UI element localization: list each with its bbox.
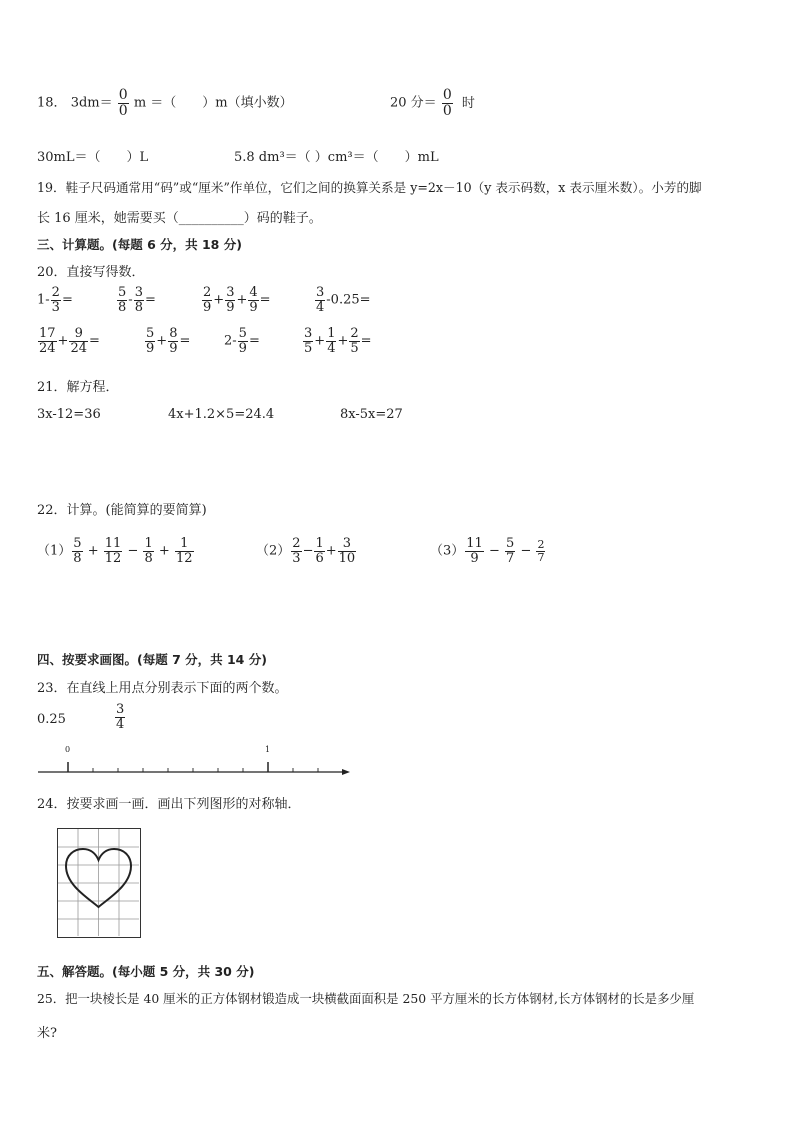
q18-a-mid: m ＝（ xyxy=(133,95,177,111)
operator: + xyxy=(236,292,248,308)
q18-b-suffix: 时 xyxy=(461,95,475,111)
q20-r2-e1 xyxy=(37,327,100,355)
q23-title: 23．在直线上用点分别表示下面的两个数。 xyxy=(37,681,288,696)
q20-r1-e3 xyxy=(201,286,271,314)
numerator: 11 xyxy=(466,536,483,551)
q20-r2-e4 xyxy=(302,327,372,355)
operator: + xyxy=(325,543,337,559)
numerator: 8 xyxy=(169,326,178,341)
equals: = xyxy=(259,292,271,308)
numerator: 0 xyxy=(118,87,128,103)
number-line xyxy=(36,755,356,777)
heart-grid-figure xyxy=(57,828,141,938)
fraction xyxy=(505,537,515,565)
equals: = xyxy=(248,333,260,349)
denominator: 9 xyxy=(238,340,247,356)
problem-label: （3） xyxy=(430,543,465,559)
tick-label-1: 1 xyxy=(265,745,271,754)
numerator: 11 xyxy=(104,536,122,551)
numerator: 4 xyxy=(249,285,258,300)
numerator: 2 xyxy=(51,285,60,300)
numerator: 1 xyxy=(315,536,324,551)
operator: − xyxy=(127,543,139,559)
equals: = xyxy=(179,333,191,349)
denominator: 8 xyxy=(118,299,127,315)
operator: − xyxy=(520,543,532,559)
q19-line1: 19．鞋子尺码通常用“码”或“厘米”作单位，它们之间的换算关系是 y=2x－10（y 表示码数，x 表示厘米数）。小芳的脚 xyxy=(37,180,702,195)
q21-title: 21．解方程． xyxy=(37,380,119,395)
operator: - xyxy=(128,292,133,308)
expr-prefix: 1- xyxy=(37,292,50,308)
q20-title: 20．直接写得数． xyxy=(37,265,145,280)
section4-heading: 四、按要求画图。(每题 7 分，共 14 分) xyxy=(37,652,267,667)
numerator: 2 xyxy=(203,285,212,300)
denominator: 8 xyxy=(73,550,82,566)
denominator: 9 xyxy=(470,550,479,566)
denominator: 9 xyxy=(203,299,212,315)
q22-p1 xyxy=(37,537,195,565)
fraction xyxy=(248,286,258,314)
fraction xyxy=(303,327,313,355)
denominator: 3 xyxy=(292,550,301,566)
denominator: 6 xyxy=(315,550,324,566)
operator: + xyxy=(87,543,99,559)
denominator: 5 xyxy=(350,340,359,356)
fraction xyxy=(145,327,155,355)
q20-r1-e1 xyxy=(37,286,73,314)
q21-eq3: 8x-5x=27 xyxy=(340,407,403,422)
numerator: 5 xyxy=(118,285,127,300)
section3-heading: 三、计算题。(每题 6 分，共 18 分) xyxy=(37,237,242,252)
fraction xyxy=(238,327,248,355)
q20-r2-e2 xyxy=(144,327,190,355)
q18-a-prefix: 3dm＝ xyxy=(70,95,113,111)
heart-grid-drawing xyxy=(58,829,139,936)
numerator: 5 xyxy=(506,536,515,551)
denominator: 9 xyxy=(146,340,155,356)
problem-label: （1） xyxy=(37,543,72,559)
fraction xyxy=(202,286,212,314)
numerator: 1 xyxy=(144,536,153,551)
denominator: 8 xyxy=(144,550,153,566)
q23-number-decimal: 0.25 xyxy=(37,712,66,727)
denominator: 4 xyxy=(327,340,336,356)
q18-line1-left xyxy=(37,88,293,118)
q18-line2-left: 30mL＝（ ）L xyxy=(37,150,149,165)
denominator: 9 xyxy=(226,299,235,315)
q24-title: 24．按要求画一画．画出下列图形的对称轴． xyxy=(37,797,301,812)
q25-line2: 米? xyxy=(37,1026,57,1041)
operator: + xyxy=(156,333,168,349)
q22-p3 xyxy=(430,537,546,565)
numerator: 1 xyxy=(175,537,194,552)
fraction xyxy=(134,286,144,314)
tick-label-0: 0 xyxy=(65,745,71,754)
numerator: 3 xyxy=(304,326,313,341)
fraction xyxy=(69,327,88,355)
operator: − xyxy=(302,543,314,559)
denominator: 24 xyxy=(70,340,87,356)
numerator: 5 xyxy=(238,326,247,341)
q18-number: 18． xyxy=(37,95,67,111)
equals: = xyxy=(360,333,372,349)
operator: − xyxy=(488,543,500,559)
expr-suffix: -0.25= xyxy=(326,292,371,308)
q21-eq2: 4x+1.2×5=24.4 xyxy=(168,407,275,422)
numerator: 2 xyxy=(292,536,301,551)
fraction xyxy=(326,327,336,355)
denominator: 3 xyxy=(51,299,60,315)
operator: + xyxy=(57,333,69,349)
operator: + xyxy=(314,333,326,349)
fraction xyxy=(338,537,357,565)
numerator: 2 xyxy=(537,538,545,552)
denominator: 12 xyxy=(104,550,122,566)
numerator: 2 xyxy=(350,326,359,341)
numerator: 5 xyxy=(146,326,155,341)
fraction xyxy=(536,539,545,563)
operator: + xyxy=(337,333,349,349)
fraction xyxy=(104,537,123,565)
numerator: 1 xyxy=(327,326,336,341)
fraction xyxy=(291,537,301,565)
numerator: 3 xyxy=(116,702,125,717)
equals: = xyxy=(89,333,100,349)
fraction xyxy=(115,703,125,731)
q23-number-fraction xyxy=(114,703,126,731)
section5-heading: 五、解答题。(每小题 5 分，共 30 分) xyxy=(37,964,255,979)
fraction xyxy=(38,327,57,355)
numerator: 9 xyxy=(69,327,88,342)
numerator: 3 xyxy=(226,285,235,300)
fraction xyxy=(175,537,194,565)
equals: = xyxy=(144,292,156,308)
denominator: 8 xyxy=(134,299,143,315)
fraction xyxy=(314,537,324,565)
equals: = xyxy=(61,292,73,308)
q18-a-suffix: ）m（填小数） xyxy=(202,95,293,111)
q20-r1-e2 xyxy=(116,286,156,314)
fraction xyxy=(51,286,61,314)
operator: + xyxy=(158,543,170,559)
fraction xyxy=(72,537,82,565)
q18-a-fraction xyxy=(118,88,129,118)
denominator: 10 xyxy=(338,550,356,566)
denominator: 9 xyxy=(169,340,178,356)
q22-title: 22．计算。(能简算的要简算) xyxy=(37,503,207,518)
denominator: 0 xyxy=(442,102,452,119)
problem-label: （2） xyxy=(256,543,291,559)
numerator: 3 xyxy=(338,537,357,552)
fraction xyxy=(349,327,359,355)
denominator: 7 xyxy=(506,550,515,566)
q21-eq1: 3x-12=36 xyxy=(37,407,101,422)
expr-prefix: 2- xyxy=(224,333,237,349)
fraction xyxy=(465,537,484,565)
q18-b-fraction xyxy=(442,88,453,118)
numerator: 17 xyxy=(39,326,56,341)
denominator: 5 xyxy=(304,340,313,356)
fraction xyxy=(143,537,153,565)
q20-r1-e4 xyxy=(314,286,371,314)
fraction xyxy=(117,286,127,314)
denominator: 0 xyxy=(118,102,128,119)
q19-line2: 长 16 厘米，她需要买（__________）码的鞋子。 xyxy=(37,211,322,226)
q18-line1-right xyxy=(390,88,475,118)
denominator: 9 xyxy=(249,299,258,315)
fraction xyxy=(225,286,235,314)
fraction xyxy=(315,286,325,314)
numerator: 3 xyxy=(134,285,143,300)
q22-p2 xyxy=(256,537,357,565)
denominator: 4 xyxy=(116,716,125,732)
denominator: 24 xyxy=(39,340,56,356)
q20-r2-e3 xyxy=(224,327,260,355)
q18-b-prefix: 20 分＝ xyxy=(390,95,437,111)
denominator: 7 xyxy=(537,550,545,564)
fraction xyxy=(168,327,178,355)
denominator: 4 xyxy=(316,299,325,315)
denominator: 12 xyxy=(175,550,193,566)
q18-line2-right: 5.8 dm³＝（ ）cm³＝（ ）mL xyxy=(234,150,439,165)
numerator: 5 xyxy=(73,536,82,551)
numerator: 3 xyxy=(316,285,325,300)
q25-line1: 25．把一块棱长是 40 厘米的正方体钢材锻造成一块横截面面积是 250 平方厘米的长方体钢材,长方体钢材的长是多少厘 xyxy=(37,991,695,1006)
operator: + xyxy=(213,292,225,308)
numerator: 0 xyxy=(442,87,452,103)
